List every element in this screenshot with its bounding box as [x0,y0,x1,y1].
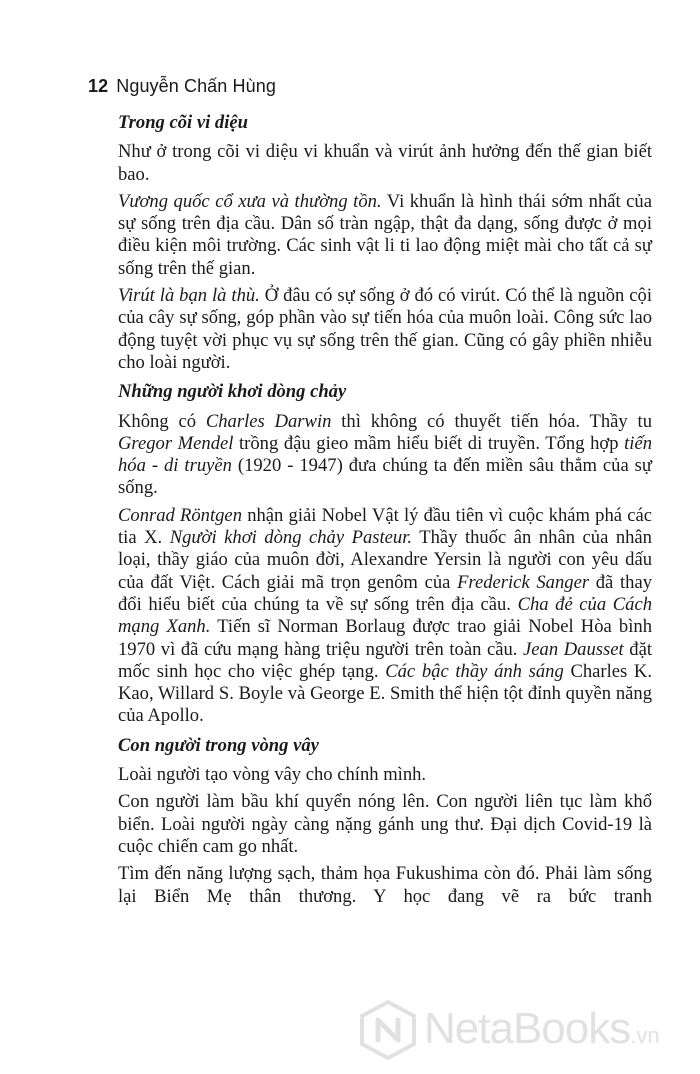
paragraph-italic: Charles Darwin [205,410,332,432]
section-heading: Con người trong vòng vây [118,734,319,756]
paragraph [118,285,652,374]
paragraph: Tìm đến năng lượng sạch, thảm họa Fukushima còn đó. Phải làm sống lại Biển Mẹ thân thương. Y học đang vẽ ra bức tranh [118,863,652,907]
paragraph [118,505,652,728]
paragraph: Loài người tạo vòng vây cho chính mình. [118,764,427,786]
section-heading: Những người khơi dòng chảy [118,381,347,403]
paragraph-text: đã thay đổi hiểu biết của chúng ta về sự sống trên địa cầu. [118,571,652,615]
paragraph-text: Charles K. Kao, Willard S. Boyle và George E. Smith thể hiện tột đỉnh quyền năng của Apollo. [118,660,653,727]
watermark-text [424,1004,660,1054]
paragraph-italic-lead: Vương quốc cổ xưa và thường tồn. [118,190,382,212]
paragraph-text: nhận giải Nobel Vật lý đầu tiên vì cuộc khám phá các tia X. [118,504,652,549]
section-heading: Trong cõi vi diệu [118,112,248,133]
paragraph-text: Như ở trong cõi vi diệu vi khuẩn và virút ảnh hưởng đến thế gian biết bao. [118,141,652,185]
paragraph-text: Không có [118,410,206,432]
watermark [360,1000,700,1060]
paragraph-italic-lead: Virút là bạn là thù. [118,285,260,307]
paragraph-text: trồng đậu gieo mầm hiểu biết di truyền. Tổng hợp [233,432,625,454]
paragraph [118,141,652,186]
paragraph [118,411,652,500]
netabooks-logo-icon [360,1000,416,1060]
watermark-suffix: .vn [630,1023,660,1048]
paragraph-italic: Gregor Mendel [118,432,234,454]
paragraph-italic: Cha đẻ của Cách mạng Xanh. [118,593,652,638]
paragraph-italic: Frederick Sanger [457,571,590,593]
paragraph-italic: Conrad Röntgen [118,504,242,526]
paragraph-italic: tiến hóa - di truyền [118,432,653,477]
running-header [88,76,276,97]
watermark-brand: NetaBooks [424,1004,631,1053]
paragraph-text: Tiến sĩ Norman Borlaug được trao giải Nobel Hòa bình 1970 vì đã cứu mạng hàng triệu người trên toàn cầu. [118,616,652,660]
paragraph: Con người làm bầu khí quyển nóng lên. Con người liên tục làm khổ biển. Loài người ngày càng nặng gánh ung thư. Đại dịch Covid-19 là cuộc chiến cam go nhất. [118,791,652,857]
paragraph-italic: Người khơi dòng chảy Pasteur. [169,527,413,549]
paragraph-text: đặt mốc sinh học cho việc ghép tạng. [118,638,652,682]
paragraph-italic: Các bậc thầy ánh sáng [385,660,564,682]
paragraph-text: Vi khuẩn là hình thái sớm nhất của sự sống trên địa cầu. Dân số tràn ngập, thật đa dạng, sống được ở mọi điều kiện môi trường. Các sinh vật li ti lao động miệt mài cho tất cả sự sống trên thế gian. [118,190,652,279]
paragraph-text: (1920 - 1947) đưa chúng ta đến miền sâu thẳm của sự sống. [118,455,652,499]
paragraph-text: thì không có thuyết tiến hóa. Thầy tu [331,410,652,432]
paragraph-text: Thầy thuốc ân nhân của nhân loại, thầy giáo của muôn đời, Alexandre Yersin là người con yêu dấu của đất Việt. Cách giải mã trọn genôm của [118,527,652,593]
paragraph [118,191,652,280]
paragraph-text: Ở đâu có sự sống ở đó có virút. Có thể là nguồn cội của cây sự sống, góp phần vào sự tiến hóa của muôn loài. Công sức lao động tuyệt vời phục vụ sự sống trên thế gian. Cũng có gây phiền nhiễu cho loài người. [118,285,652,373]
author-name: Nguyễn Chấn Hùng [116,76,276,96]
page-number: 12 [88,76,109,96]
page-body [118,112,652,913]
paragraph-italic: Jean Dausset [523,638,624,660]
